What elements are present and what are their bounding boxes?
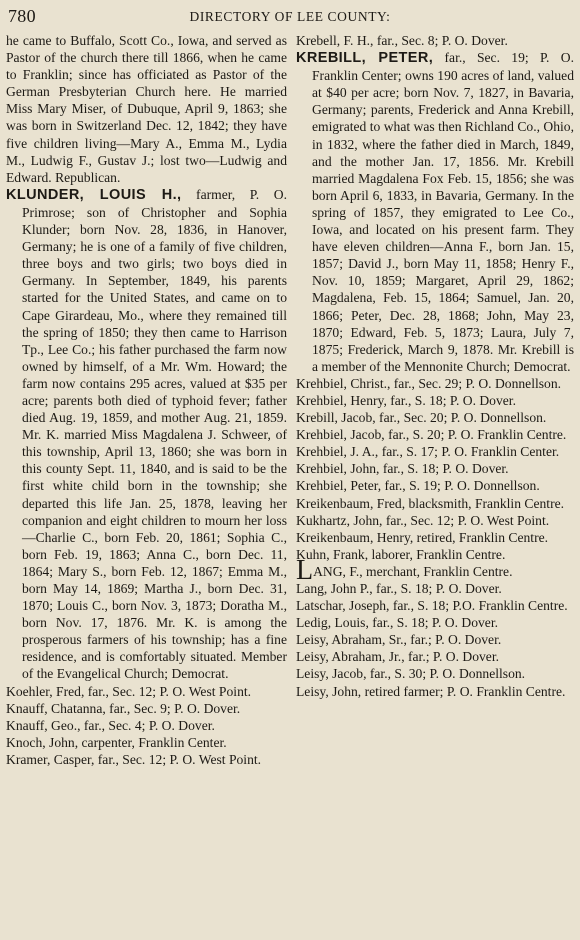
biography-text: far., Sec. 19; P. O. Franklin Center; owns 190 acres of land, valued at $40 per acre; born Nov. 7, 1827, in Bavaria, Germany; parents, Frederick and Anna Krebill, emigrated to what was then Richland Co., Ohio, in 1832, where the father died in March, 1849, and the mother Jan. 17, 1856. Mr. Krebill married Magdalena Fox Feb. 15, 1856; she was born April 6, 1833, in Bavaria, Germany. In the spring of 1857, they emigrated to Lee Co., Iowa, and located on his present farm. They have eleven children—Anna F., born Jan. 15, 1857; David J., born May 11, 1858; Henry F., Nov. 10, 1859; Margaret, April 29, 1862; Magdalena, Feb. 15, 1864; Samuel, Jan. 20, 1866; Peter, Dec. 28, 1868; John, May 23, 1870; Edward, Feb. 5, 1873; Laura, July 7, 1875; Frederick, March 9, 1878. Mr. Krebill is a member of the Mennonite Church; Democrat. [312, 50, 575, 374]
directory-entry: Kreikenbaum, Fred, blacksmith, Franklin Centre. [296, 495, 565, 511]
page-number: 780 [8, 6, 36, 26]
directory-entry: Latschar, Joseph, far., S. 18; P.O. Franklin Centre. [296, 598, 568, 614]
directory-entry: Leisy, John, retired farmer; P. O. Franklin Centre. [296, 683, 566, 699]
directory-entry: Krebell, F. H., far., Sec. 8; P. O. Dover. [296, 33, 508, 48]
biography-text: farmer, P. O. Primrose; son of Christopher and Sophia Klunder; born Nov. 28, 1836, in Hanover, Germany; he is one of a family of five children, three boys and two girls; two boys died in Germany. In September, 1849, his parents started for the United States, and came on to Cape Girardeau, Mo., where they remained till the spring of 1850; they then came to Harrison Tp., Lee Co.; his father purchased the farm now owned by himself, of a Mr. Wm. Howard; the farm now contains 295 acres, valued at $35 per acre; parents both died of typhoid fever; father died Aug. 19, 1859, and mother Aug. 21, 1859. Mr. K. married Miss Magdalena J. Schweer, of this township, April 13, 1860; she was born in this county Sept. 11, 1840, and is said to be the first white child born in the township; she departed this life Jan. 25, 1878, leaving her companion and eight children to mourn her loss—Charlie C., born Feb. 20, 1861; Sophia C., born Feb. 19, 1863; Anna C., born Dec. 11, 1864; Mary S., born Feb. 12, 1867; Emma M., born May 14, 1869; Martha J., born Dec. 31, 1870; Louis C., born Nov. 3, 1873; Doratha M., born Nov. 17, 1876. Mr. K. is among the prosperous farmers of his township; has a fine residence, and is comfortably situated. Member of the Evangelical Church; Democrat. [22, 186, 288, 682]
directory-entry: Knauff, Chatanna, far., Sec. 9; P. O. Dover. [6, 700, 241, 716]
directory-entry: Kukhartz, John, far., Sec. 12; P. O. West Point. [296, 512, 550, 528]
running-title: DIRECTORY OF LEE COUNTY: [189, 9, 391, 24]
directory-entry: Kreikenbaum, Henry, retired, Franklin Centre. [296, 529, 549, 545]
directory-entry: Krehbiel, Christ., far., Sec. 29; P. O. Donnellson. [296, 375, 562, 391]
directory-entry: Krehbiel, J. A., far., S. 17; P. O. Franklin Center. [296, 444, 560, 460]
directory-entry: Ledig, Louis, far., S. 18; P. O. Dover. [296, 615, 499, 631]
left-column [6, 32, 287, 768]
directory-entry: Krehbiel, Jacob, far., S. 20; P. O. Franklin Centre. [296, 427, 567, 443]
directory-entry: Kramer, Casper, far., Sec. 12; P. O. West Point. [6, 751, 262, 767]
directory-entry: Krebill, Jacob, far., Sec. 20; P. O. Donnellson. [296, 410, 547, 426]
directory-entry: Knoch, John, carpenter, Franklin Center. [6, 734, 227, 750]
text-columns [6, 32, 574, 768]
directory-entry: Krehbiel, Peter, far., S. 19; P. O. Donnellson. [296, 478, 540, 494]
directory-entry: Krehbiel, John, far., S. 18; P. O. Dover. [296, 461, 509, 477]
entry-text: ANG, F., merchant, Franklin Centre. [313, 563, 513, 579]
directory-entry: Leisy, Abraham, Jr., far.; P. O. Dover. [296, 649, 499, 665]
biography-klunder [6, 186, 287, 683]
directory-entry: Koehler, Fred, far., Sec. 12; P. O. West Point. [6, 683, 252, 699]
directory-entry: Lang, John P., far., S. 18; P. O. Dover. [296, 581, 502, 596]
right-column [296, 32, 574, 768]
directory-entry: Leisy, Jacob, far., S. 30; P. O. Donnellson. [296, 666, 526, 682]
continued-biography: he came to Buffalo, Scott Co., Iowa, and served as Pastor of the church there till 1866, when he came to Franklin; since has officiated as Pastor of the German Presbyterian Church here. He married Miss Mary Miser, of Dubuque, April 9, 1863; she was born in Switzerland Dec. 12, 1842; they have five children living—Mary A., Emma M., Lydia M., Ludwig F., Gustav J.; lost two—Ludwig and Edward. Republican. [6, 33, 287, 185]
directory-entry: Knauff, Geo., far., Sec. 4; P. O. Dover. [6, 717, 215, 733]
biography-name: KLUNDER, LOUIS H., [6, 186, 182, 203]
page-header [6, 4, 574, 32]
directory-entry: Krehbiel, Henry, far., S. 18; P. O. Dover. [296, 392, 516, 408]
biography-name: KREBILL, PETER, [296, 50, 434, 67]
biography-krebill [296, 49, 574, 375]
directory-entry: Kuhn, Frank, laborer, Franklin Centre. [296, 546, 506, 562]
drop-cap-letter: L [296, 554, 314, 586]
directory-entry: Leisy, Abraham, Sr., far.; P. O. Dover. [296, 632, 502, 648]
